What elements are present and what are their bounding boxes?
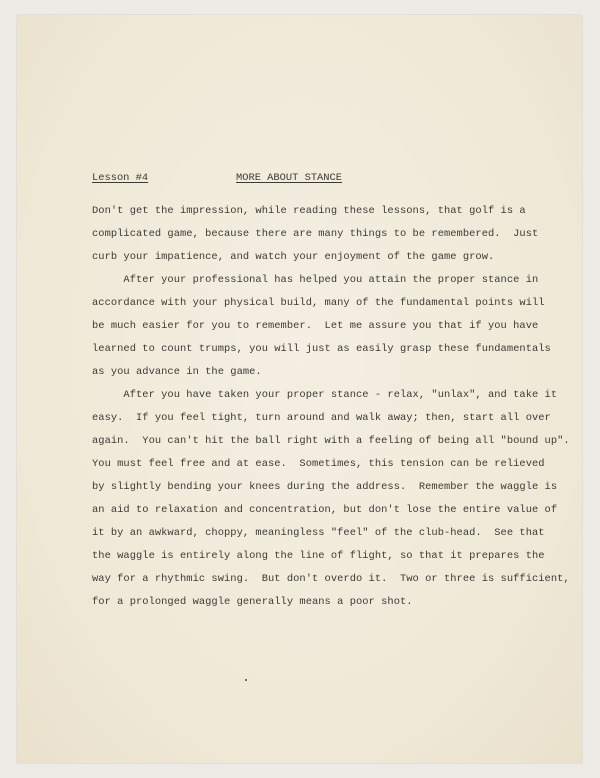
body-line: After you have taken your proper stance - relax, "unlax", and take it xyxy=(92,389,558,401)
body-line: Don't get the impression, while reading these lessons, that golf is a xyxy=(92,205,526,217)
lesson-label: Lesson #4 xyxy=(92,172,149,184)
body-line: it by an awkward, choppy, meaningless "feel" of the club-head. See that xyxy=(92,527,545,539)
body-line: again. You can't hit the ball right with a feeling of being all "bound up". xyxy=(92,435,570,447)
body-line: be much easier for you to remember. Let me assure you that if you have xyxy=(92,320,539,332)
body-line: accordance with your physical build, many of the fundamental points will xyxy=(92,297,545,309)
ink-dot xyxy=(245,679,247,681)
body-line: the waggle is entirely along the line of flight, so that it prepares the xyxy=(92,550,545,562)
body-line: as you advance in the game. xyxy=(92,366,262,378)
body-line: After your professional has helped you attain the proper stance in xyxy=(92,274,539,286)
body-line: curb your impatience, and watch your enjoyment of the game grow. xyxy=(92,251,495,263)
body-line: by slightly bending your knees during the address. Remember the waggle is xyxy=(92,481,558,493)
lesson-title: MORE ABOUT STANCE xyxy=(236,172,343,184)
body-line: You must feel free and at ease. Sometimes, this tension can be relieved xyxy=(92,458,545,470)
body-line: complicated game, because there are many things to be remembered. Just xyxy=(92,228,539,240)
body-line: an aid to relaxation and concentration, but don't lose the entire value of xyxy=(92,504,558,516)
body-line: for a prolonged waggle generally means a poor shot. xyxy=(92,596,413,608)
body-line: easy. If you feel tight, turn around and walk away; then, start all over xyxy=(92,412,551,424)
body-line: learned to count trumps, you will just as easily grasp these fundamentals xyxy=(92,343,551,355)
body-line: way for a rhythmic swing. But don't overdo it. Two or three is sufficient, xyxy=(92,573,570,585)
